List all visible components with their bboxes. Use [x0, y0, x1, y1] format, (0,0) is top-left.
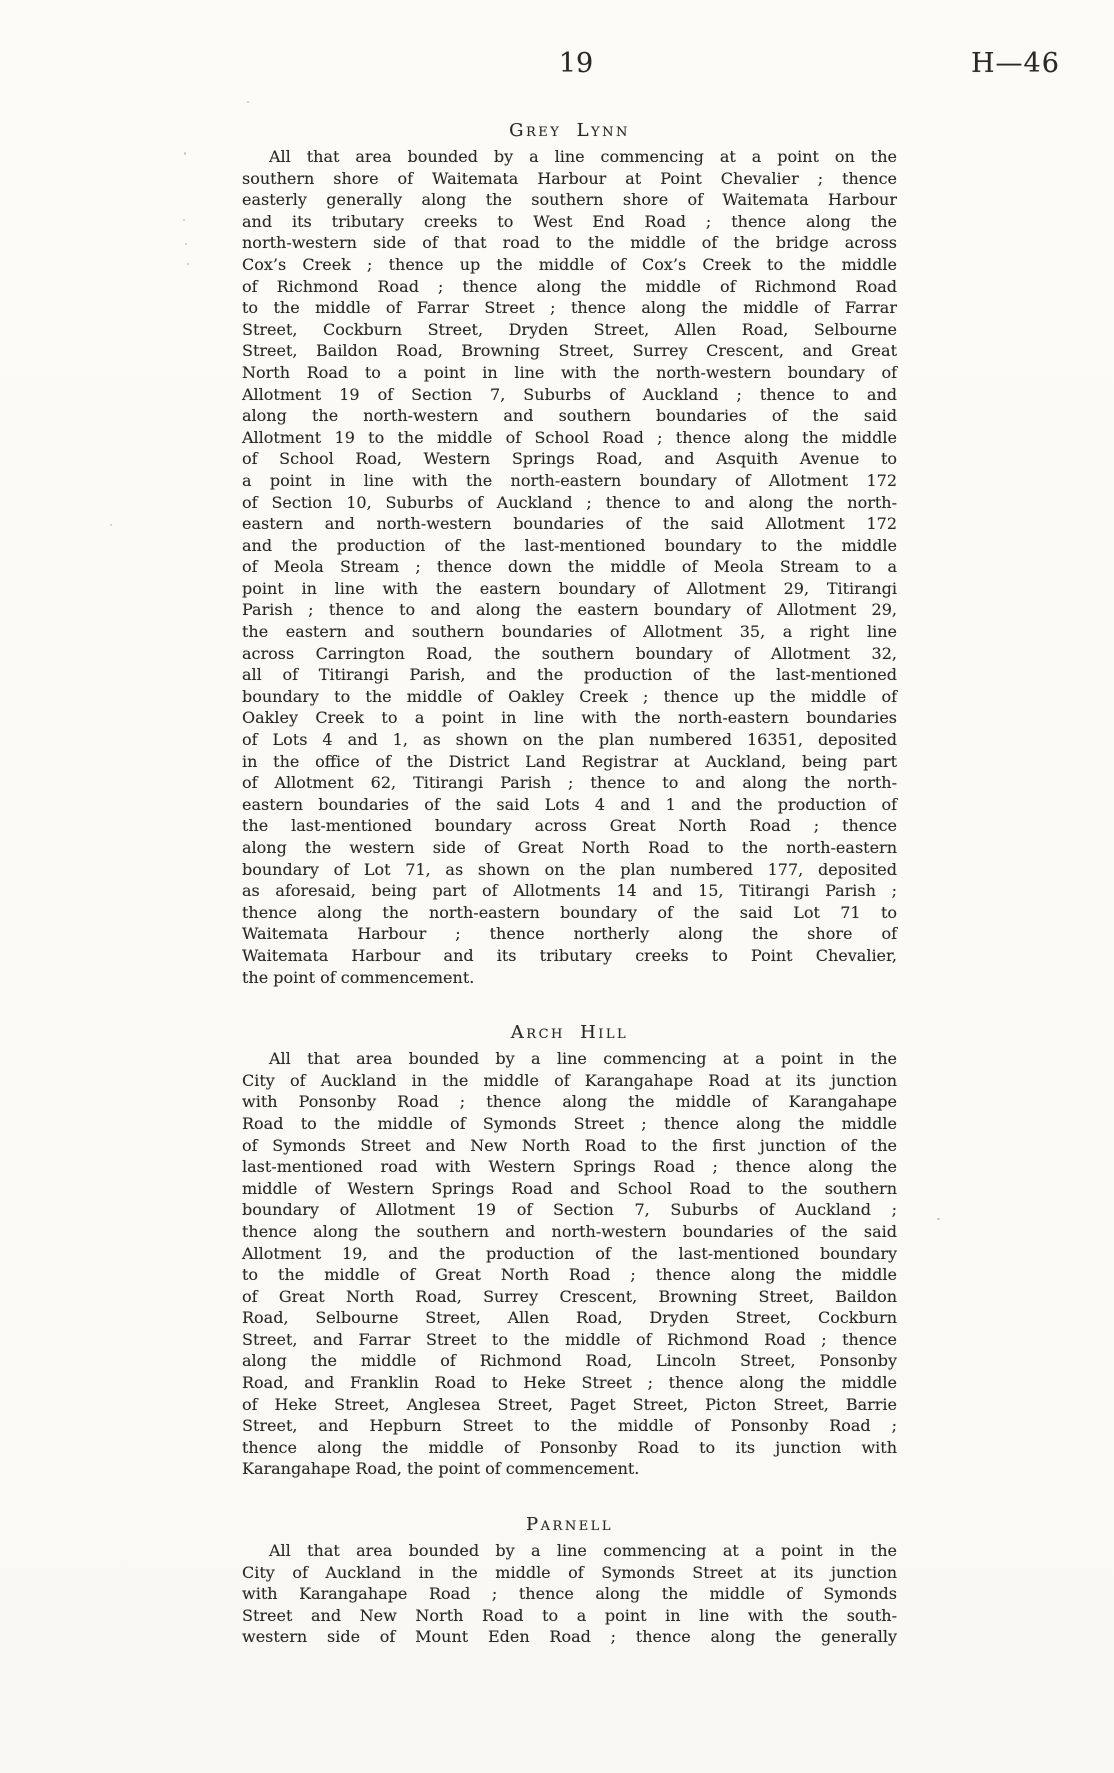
text-line: boundary to the middle of Oakley Creek ; thence up the middle of	[242, 686, 897, 706]
section-heading: Arch Hill	[510, 1022, 629, 1044]
text-line: in the office of the District Land Registrar at Auckland, being part	[242, 751, 897, 771]
text-line: of Symonds Street and New North Road to the first junction of the	[242, 1135, 897, 1155]
text-line: across Carrington Road, the southern boundary of Allotment 32,	[242, 643, 897, 663]
scan-speck	[183, 219, 185, 221]
text-line: North Road to a point in line with the north-western boundary of	[242, 362, 897, 382]
text-line: eastern boundaries of the said Lots 4 and 1 and the production of	[242, 794, 897, 814]
text-line: Waitemata Harbour ; thence northerly along the shore of	[242, 924, 897, 944]
text-line: and its tributary creeks to West End Road ; thence along the	[242, 211, 897, 231]
page-number: 19	[558, 48, 594, 79]
text-line: City of Auckland in the middle of Karangahape Road at its junction	[242, 1070, 897, 1090]
text-line: the last-mentioned boundary across Great North Road ; thence	[242, 816, 897, 836]
page-content	[242, 120, 897, 1648]
text-line: as aforesaid, being part of Allotments 14 and 15, Titirangi Parish ;	[242, 881, 897, 901]
text-line: eastern and north-western boundaries of the said Allotment 172	[242, 514, 897, 534]
section-heading: Parnell	[526, 1514, 613, 1536]
text-line: to the middle of Great North Road ; thence along the middle	[242, 1265, 897, 1285]
text-line: with Karangahape Road ; thence along the middle of Symonds	[242, 1584, 897, 1604]
scan-speck	[184, 152, 186, 155]
text-line: Street and New North Road to a point in line with the south-	[242, 1605, 897, 1625]
scan-speck	[937, 1218, 940, 1220]
text-line: to the middle of Farrar Street ; thence along the middle of Farrar	[242, 298, 897, 318]
text-line: Parish ; thence to and along the eastern boundary of Allotment 29,	[242, 600, 897, 620]
text-line: thence along the southern and north-western boundaries of the said	[242, 1221, 897, 1241]
scan-speck	[110, 524, 112, 526]
text-line: boundary of Allotment 19 of Section 7, Suburbs of Auckland ;	[242, 1200, 897, 1220]
text-line: Street, Cockburn Street, Dryden Street, Allen Road, Selbourne	[242, 319, 897, 339]
text-line: Oakley Creek to a point in line with the north-eastern boundaries	[242, 708, 897, 728]
text-line: point in line with the eastern boundary of Allotment 29, Titirangi	[242, 578, 897, 598]
text-line: of Richmond Road ; thence along the middle of Richmond Road	[242, 276, 897, 296]
text-line: with Ponsonby Road ; thence along the middle of Karangahape	[242, 1092, 897, 1112]
text-line: Allotment 19, and the production of the last-mentioned boundary	[242, 1243, 897, 1263]
text-line: north-western side of that road to the middle of the bridge across	[242, 233, 897, 253]
text-line: of Heke Street, Anglesea Street, Paget Street, Picton Street, Barrie	[242, 1394, 897, 1414]
text-line: last-mentioned road with Western Springs Road ; thence along the	[242, 1157, 897, 1177]
text-line: thence along the north-eastern boundary of the said Lot 71 to	[242, 902, 897, 922]
text-line: Street, and Hepburn Street to the middle of Ponsonby Road ;	[242, 1416, 897, 1436]
text-line: Allotment 19 of Section 7, Suburbs of Auckland ; thence to and	[242, 384, 897, 404]
text-line: all of Titirangi Parish, and the production of the last-mentioned	[242, 665, 897, 685]
text-line: Road, and Franklin Road to Heke Street ; thence along the middle	[242, 1373, 897, 1393]
text-line: along the middle of Richmond Road, Lincoln Street, Ponsonby	[242, 1351, 897, 1371]
text-line: City of Auckland in the middle of Symonds Street at its junction	[242, 1562, 897, 1582]
section-paragraph	[242, 1048, 897, 1480]
section-heading: Grey Lynn	[509, 120, 630, 141]
text-line: along the north-western and southern boundaries of the said	[242, 406, 897, 426]
text-line: of School Road, Western Springs Road, and Asquith Avenue to	[242, 449, 897, 469]
text-line: Street, Baildon Road, Browning Street, Surrey Crescent, and Great	[242, 341, 897, 361]
text-line: thence along the middle of Ponsonby Road to its junction with	[242, 1437, 897, 1457]
text-line: middle of Western Springs Road and School Road to the southern	[242, 1178, 897, 1198]
text-line: southern shore of Waitemata Harbour at Point Chevalier ; thence	[242, 168, 897, 188]
text-line: of Allotment 62, Titirangi Parish ; thence to and along the north-	[242, 773, 897, 793]
scan-speck	[185, 243, 187, 245]
text-line: the eastern and southern boundaries of Allotment 35, a right line	[242, 622, 897, 642]
section-paragraph	[242, 1540, 897, 1648]
text-line: of Meola Stream ; thence down the middle of Meola Stream to a	[242, 557, 897, 577]
text-line: a point in line with the north-eastern boundary of Allotment 172	[242, 470, 897, 490]
section-paragraph	[242, 146, 897, 988]
text-line: Cox’s Creek ; thence up the middle of Cox’s Creek to the middle	[242, 254, 897, 274]
text-line: Street, and Farrar Street to the middle of Richmond Road ; thence	[242, 1329, 897, 1349]
text-line: easterly generally along the southern shore of Waitemata Harbour	[242, 190, 897, 210]
text-line: of Lots 4 and 1, as shown on the plan numbered 16351, deposited	[242, 730, 897, 750]
paper-reference: H—46	[971, 48, 1060, 79]
text-line: Allotment 19 to the middle of School Road ; thence along the middle	[242, 427, 897, 447]
text-line: along the western side of Great North Road to the north-eastern	[242, 838, 897, 857]
text-line: Karangahape Road, the point of commencement.	[242, 1459, 640, 1479]
text-line: Road, Selbourne Street, Allen Road, Dryden Street, Cockburn	[242, 1308, 897, 1328]
text-line: Waitemata Harbour and its tributary creeks to Point Chevalier,	[242, 945, 897, 965]
text-line: boundary of Lot 71, as shown on the plan numbered 177, deposited	[242, 859, 897, 879]
text-line: of Section 10, Suburbs of Auckland ; thence to and along the north-	[242, 492, 897, 512]
text-line: All that area bounded by a line commencing at a point in the	[269, 1541, 897, 1561]
text-line: Road to the middle of Symonds Street ; thence along the middle	[242, 1113, 897, 1133]
scan-speck	[247, 101, 249, 103]
text-line: of Great North Road, Surrey Crescent, Browning Street, Baildon	[242, 1286, 897, 1306]
text-line: western side of Mount Eden Road ; thence along the generally	[242, 1627, 897, 1647]
text-line: the point of commencement.	[242, 967, 475, 987]
text-line: and the production of the last-mentioned boundary to the middle	[242, 535, 897, 555]
text-line: All that area bounded by a line commencing at a point in the	[269, 1049, 897, 1069]
scan-speck	[187, 263, 189, 265]
text-line: All that area bounded by a line commencing at a point on the	[269, 147, 897, 166]
